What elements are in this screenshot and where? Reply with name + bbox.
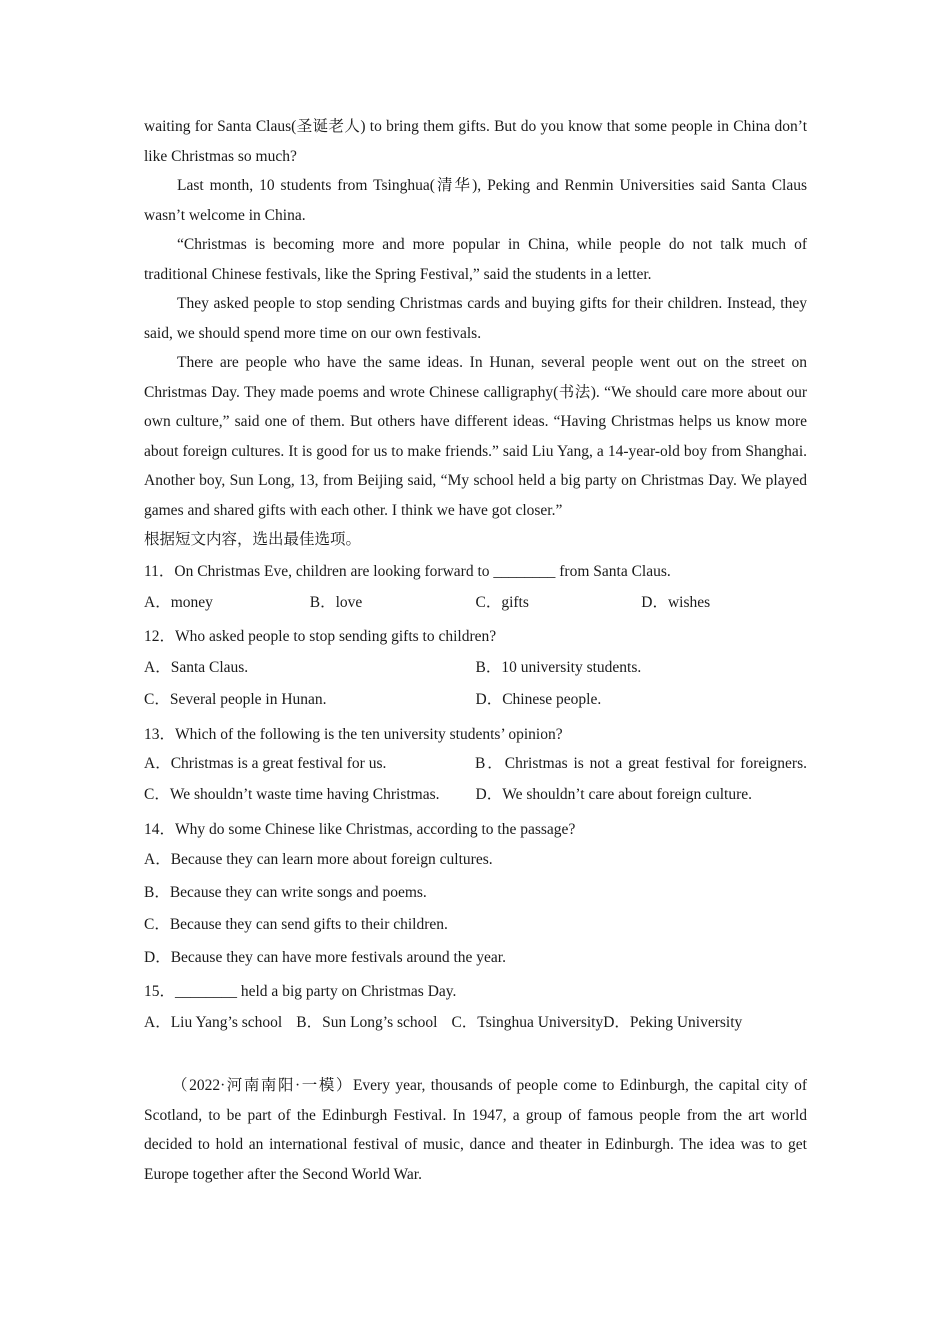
option-12-b[interactable]: B．10 university students. [475,658,642,676]
option-13-a[interactable]: A．Christmas is a great festival for us. [144,755,387,772]
option-13-c[interactable]: C．We shouldn’t waste time having Christmas. [144,786,440,803]
option-11-a[interactable]: A．money [144,593,213,611]
option-12-c[interactable]: C．Several people in Hunan. [144,691,327,708]
question-13: 13．Which of the following is the ten university students’ opinion? [144,725,563,743]
option-11-c[interactable]: C．gifts [475,593,529,611]
option-15-a[interactable]: A．Liu Yang’s school [144,1013,283,1031]
option-12-d[interactable]: D．Chinese people. [475,691,602,708]
option-14-a[interactable]: A．Because they can learn more about foreign cultures. [144,851,493,868]
option-11-b[interactable]: B．love [309,593,363,611]
question-15: 15．________ held a big party on Christmas Day. [144,983,457,1000]
options-14-row-1 [144,844,807,877]
option-12-a[interactable]: A．Santa Claus. [144,658,249,676]
passage1-paragraph-2: Last month, 10 students from Tsinghua(清华), Peking and Renmin Universities said Santa Claus wasn’t welcome in China. [144,177,807,224]
passage1-paragraph-4: They asked people to stop sending Christmas cards and buying gifts for their children. Instead, they said, we should spend more time on our own festivals. [144,295,807,342]
question-14: 14．Why do some Chinese like Christmas, according to the passage? [144,820,576,838]
instruction: 根据短文内容，选出最佳选项。 [144,531,362,548]
option-15-d[interactable]: D．Peking University [603,1013,743,1031]
options-12-row-2 [144,684,807,717]
passage1-paragraph-1: waiting for Santa Claus(圣诞老人) to bring them gifts. But do you know that some people in China don’t like Christmas so much? [144,118,807,165]
passage1-paragraph-5: There are people who have the same ideas. In Hunan, several people went out on the street on Christmas Day. They made poems and wrote Chinese calligraphy(书法). “We should care more about our own culture,” said one of them. But others have different ideas. “Having Christmas helps us know more about foreign cultures. It is good for us to make friends.” said Liu Yang, a 14-year-old boy from Shanghai. Another boy, Sun Long, 13, from Beijing said, “My school held a big party on Christmas Day. We played games and shared gifts with each other. I think we have got closer.” [144,354,807,519]
options-13-b-wrapper [475,749,807,779]
option-14-c[interactable]: C．Because they can send gifts to their children. [144,916,448,933]
option-14-d[interactable]: D．Because they can have more festivals around the year. [144,948,506,966]
passage2-paragraph-1: （2022·河南南阳·一模）Every year, thousands of people come to Edinburgh, the capital city of Scotland, to be part of the Edinburgh Festival. In 1947, a group of famous people from the art world decided to hold an international festival of music, dance and theater in Edinburgh. The idea was to get Europe together after the Second World War. [144,1077,807,1183]
options-14-row-2 [144,877,807,910]
option-13-d[interactable]: D．We shouldn’t care about foreign culture. [475,786,753,803]
document-page [144,112,807,1189]
options-14-row-3 [144,909,807,942]
option-13-b[interactable]: B．Christmas is not a great festival for foreigners. [475,755,807,772]
options-15 [144,1007,807,1040]
options-11 [144,587,807,620]
option-11-d[interactable]: D．wishes [641,593,711,611]
passage1-paragraph-3: “Christmas is becoming more and more popular in China, while people do not talk much of traditional Chinese festivals, like the Spring Festival,” said the students in a letter. [144,236,807,283]
option-14-b[interactable]: B．Because they can write songs and poems. [144,883,427,901]
options-12-row-1 [144,652,807,685]
options-13-row-2 [144,779,807,812]
question-11: 11．On Christmas Eve, children are looking forward to ________ from Santa Claus. [144,563,671,580]
question-12: 12．Who asked people to stop sending gifts to children? [144,628,497,645]
option-15-b[interactable]: B．Sun Long’s school [296,1013,438,1031]
options-14-row-4 [144,942,807,975]
option-15-c[interactable]: C．Tsinghua University [451,1013,604,1031]
